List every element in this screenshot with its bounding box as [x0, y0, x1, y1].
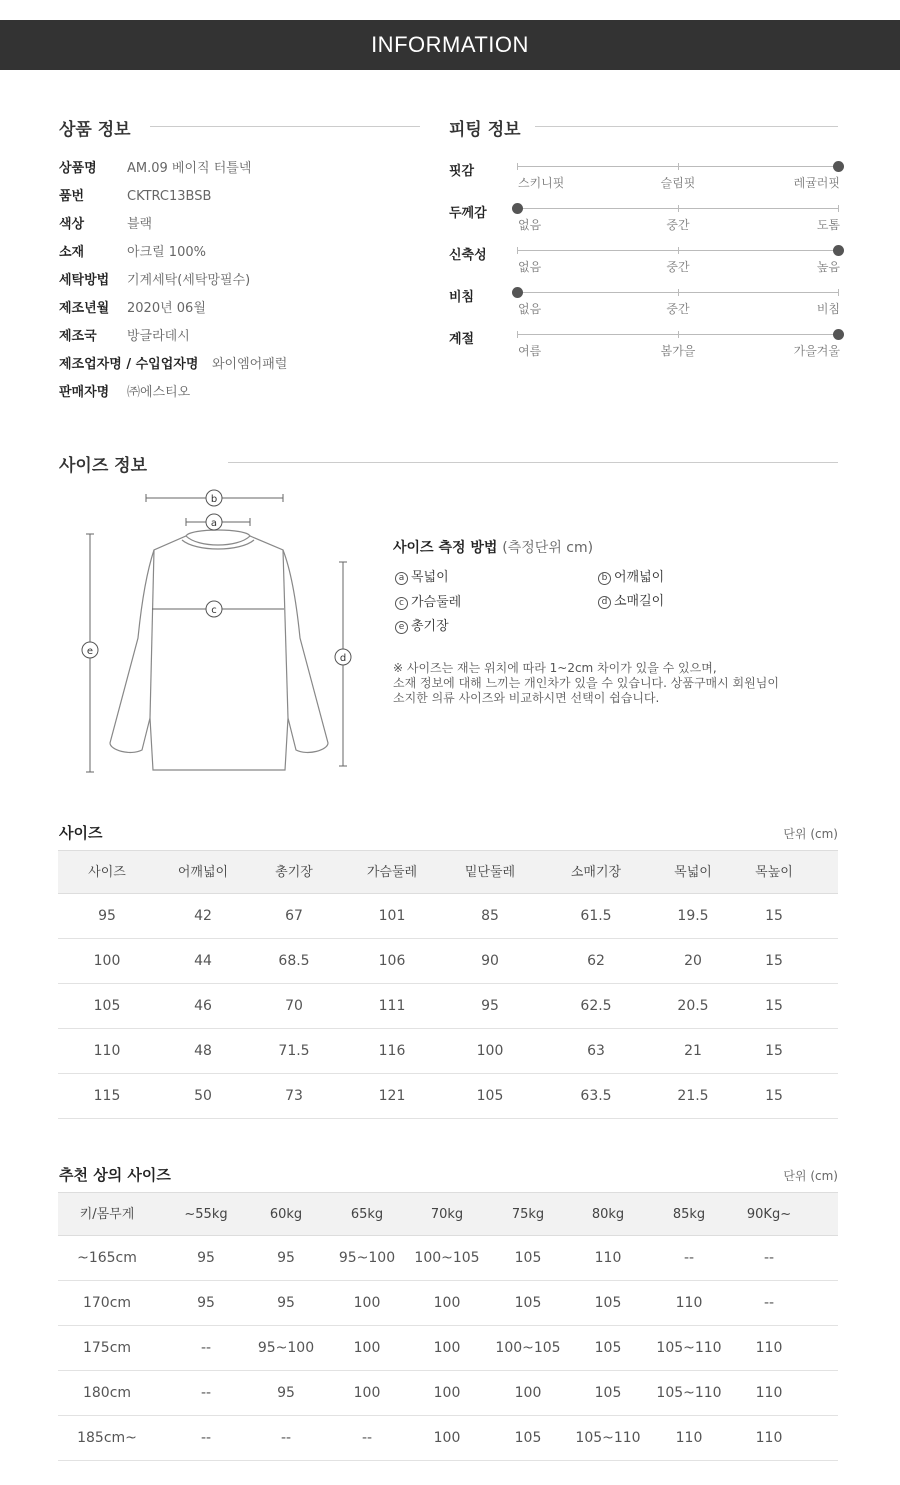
table-cell: 95~100 — [257, 1340, 315, 1356]
table-cell: 95~100 — [338, 1250, 396, 1266]
table-cell: 15 — [765, 1088, 783, 1104]
product-info-value: 아크릴 100% — [127, 245, 206, 260]
method-item-shoulder — [598, 566, 664, 585]
table-cell: 170cm — [82, 1295, 132, 1311]
fitting-option: 도톰 — [816, 218, 840, 232]
measure-method-unit: (측정단위 cm) — [502, 540, 594, 556]
table-cell: 95 — [481, 998, 499, 1014]
table-cell: 105~110 — [656, 1385, 722, 1401]
recommend_table-header-cell: 키/몸무게 — [79, 1207, 135, 1222]
product-info-value: 방글라데시 — [127, 329, 190, 344]
scale-tick — [517, 163, 518, 170]
table-cell: 100~105 — [414, 1250, 480, 1266]
table-cell: 100 — [353, 1340, 381, 1356]
fitting-option: 중간 — [666, 218, 690, 232]
size_table-header-cell: 가슴둘레 — [366, 865, 418, 880]
method-item-label: 소매길이 — [614, 594, 665, 609]
fitting-info-title: 피팅 정보 — [449, 120, 521, 140]
fitting-option: 중간 — [666, 302, 690, 316]
recommend_table-header-cell: 65kg — [350, 1207, 384, 1222]
selected-level-dot — [512, 287, 523, 298]
fitting-row-5 — [449, 328, 844, 362]
scale-tick — [678, 289, 679, 296]
table-cell: 100 — [476, 1043, 504, 1059]
size_table-header-cell: 목높이 — [755, 865, 793, 880]
product-info-label: 판매자명 — [59, 385, 110, 400]
fitting-option: 없음 — [518, 218, 542, 232]
table-cell: 67 — [285, 908, 303, 924]
table-cell: 105 — [594, 1385, 622, 1401]
table-cell: 15 — [765, 998, 783, 1014]
table-cell: -- — [280, 1430, 292, 1446]
size_table-header-cell: 소매기장 — [570, 865, 622, 880]
fitting-option: 중간 — [666, 260, 690, 274]
table-cell: 95 — [277, 1250, 295, 1266]
information-banner: INFORMATION — [0, 20, 900, 70]
method-item-neck — [395, 566, 449, 585]
table-cell: 101 — [378, 908, 406, 924]
fitting-row-3 — [449, 244, 844, 278]
table-cell: 70 — [285, 998, 303, 1014]
table-cell: 185cm~ — [77, 1430, 137, 1446]
table-cell: -- — [361, 1430, 373, 1446]
fitting-label: 비침 — [449, 290, 475, 305]
scale-tick — [517, 247, 518, 254]
table-cell: 105~110 — [575, 1430, 641, 1446]
fitting-scale — [517, 334, 838, 335]
fitting-row-2 — [449, 202, 844, 236]
table-cell: 110 — [93, 1043, 121, 1059]
note-line: ※ 사이즈는 재는 위치에 따라 1~2cm 차이가 있을 수 있으며, — [393, 661, 717, 675]
product-info-label: 색상 — [59, 217, 85, 232]
table-cell: 21 — [684, 1043, 702, 1059]
table-cell: 20.5 — [677, 998, 709, 1014]
table-cell: 73 — [285, 1088, 303, 1104]
size_table-header-cell: 총기장 — [275, 865, 313, 880]
table-cell: 105 — [93, 998, 121, 1014]
recommend_table-header-cell: 85kg — [672, 1207, 706, 1222]
fitting-scale — [517, 166, 838, 167]
table-cell: 42 — [194, 908, 212, 924]
size-table-unit: 단위 (cm) — [783, 827, 838, 841]
table-cell: 100 — [433, 1430, 461, 1446]
method-item-chest — [395, 591, 461, 610]
product-info-label: 제조국 — [59, 329, 97, 344]
product-info-value: 2020년 06월 — [127, 301, 206, 316]
selected-level-dot — [833, 245, 844, 256]
table-cell: 105 — [476, 1088, 504, 1104]
note-line: 소지한 의류 사이즈와 비교하시면 선택이 쉽습니다. — [393, 691, 660, 705]
method-item-sleeve — [598, 590, 664, 609]
product-info-row — [59, 214, 153, 236]
table-cell: 15 — [765, 1043, 783, 1059]
table-cell: 105 — [514, 1250, 542, 1266]
table-cell: 105 — [594, 1340, 622, 1356]
fitting-option: 없음 — [518, 302, 542, 316]
table-cell: 110 — [594, 1250, 622, 1266]
scale-tick — [678, 331, 679, 338]
table-cell: 111 — [378, 998, 406, 1014]
table-cell: 15 — [765, 953, 783, 969]
fitting-option: 없음 — [518, 260, 542, 274]
mark-e-icon: e — [395, 621, 408, 634]
product-info-value: 와이엠어패럴 — [212, 357, 288, 372]
fitting-label: 신축성 — [449, 248, 487, 263]
fitting-option: 스키니핏 — [518, 176, 565, 190]
fitting-option: 레귤러핏 — [793, 176, 840, 190]
table-cell: -- — [200, 1385, 212, 1401]
product-info-row — [59, 298, 206, 320]
product-info-value: 기계세탁(세탁망필수) — [127, 273, 251, 288]
recommend_table-header-cell: 80kg — [591, 1207, 625, 1222]
table-cell: 95 — [277, 1385, 295, 1401]
recommend_table-header-cell: 60kg — [269, 1207, 303, 1222]
fitting-scale — [517, 250, 838, 251]
product-info-row — [59, 326, 190, 348]
note-line: 소재 정보에 대해 느끼는 개인차가 있을 수 있습니다. 상품구매시 회원님이 — [393, 676, 779, 690]
fitting-label: 계절 — [449, 332, 475, 347]
table-row — [58, 1371, 838, 1416]
table-cell: 100 — [353, 1295, 381, 1311]
scale-tick — [517, 331, 518, 338]
table-cell: -- — [763, 1295, 775, 1311]
product-info-label: 품번 — [59, 189, 85, 204]
table-cell: 100 — [433, 1385, 461, 1401]
fitting-info-divider — [535, 126, 838, 127]
mark-b-icon: b — [598, 572, 611, 585]
fitting-option: 가을겨울 — [793, 344, 840, 358]
scale-tick — [838, 289, 839, 296]
product-info-value: AM.09 베이직 터틀넥 — [127, 161, 252, 176]
measure-method-title — [393, 537, 593, 557]
svg-text:a: a — [210, 518, 218, 529]
marker-c — [206, 601, 222, 617]
table-cell: 61.5 — [580, 908, 612, 924]
table-cell: 175cm — [82, 1340, 132, 1356]
product-info-value: CKTRC13BSB — [127, 189, 212, 204]
fitting-row-1 — [449, 160, 844, 194]
size-table-title: 사이즈 — [59, 824, 103, 842]
table-cell: 110 — [675, 1430, 703, 1446]
svg-text:d: d — [339, 653, 347, 664]
table-cell: 85 — [481, 908, 499, 924]
fitting-option: 높음 — [816, 260, 840, 274]
table-cell: 46 — [194, 998, 212, 1014]
fitting-option: 봄가을 — [660, 344, 696, 358]
table-cell: 95 — [197, 1295, 215, 1311]
table-cell: 95 — [277, 1295, 295, 1311]
size_table-header-cell: 목넓이 — [674, 865, 712, 880]
method-item-label: 목넓이 — [411, 570, 449, 585]
fitting-row-4 — [449, 286, 844, 320]
table-cell: 115 — [93, 1088, 121, 1104]
table-cell: 105 — [514, 1295, 542, 1311]
product-info-divider — [150, 126, 420, 127]
marker-b — [206, 490, 222, 506]
table-row — [58, 1326, 838, 1371]
product-info-label: 소재 — [59, 245, 85, 260]
size_table-header-cell: 사이즈 — [88, 865, 126, 880]
product-info-row — [59, 158, 252, 180]
table-cell: 106 — [378, 953, 406, 969]
product-info-row — [59, 354, 288, 376]
table-cell: 95 — [197, 1250, 215, 1266]
table-row — [58, 1074, 838, 1119]
fitting-option: 비침 — [816, 302, 840, 316]
table-cell: -- — [200, 1430, 212, 1446]
table-cell: 121 — [378, 1088, 406, 1104]
scale-tick — [678, 247, 679, 254]
product-info-value: 블랙 — [127, 217, 153, 232]
table-row — [58, 1029, 838, 1074]
product-info-row — [59, 186, 212, 208]
table-cell: 100 — [353, 1385, 381, 1401]
table-cell: 20 — [684, 953, 702, 969]
mark-d-icon: d — [598, 596, 611, 609]
svg-text:c: c — [211, 605, 217, 616]
table-cell: 68.5 — [278, 953, 310, 969]
marker-d — [335, 649, 351, 665]
table-cell: -- — [683, 1250, 695, 1266]
product-info-title: 상품 정보 — [59, 120, 131, 140]
selected-level-dot — [512, 203, 523, 214]
table-cell: 63 — [587, 1043, 605, 1059]
table-cell: 95 — [98, 908, 116, 924]
mark-a-icon: a — [395, 572, 408, 585]
product-info-label: 제조년월 — [59, 301, 110, 316]
selected-level-dot — [833, 161, 844, 172]
table-cell: 105 — [514, 1430, 542, 1446]
product-info-row — [59, 242, 206, 264]
table-cell: -- — [200, 1340, 212, 1356]
table-cell: 105 — [594, 1295, 622, 1311]
table-cell: 180cm — [82, 1385, 132, 1401]
fitting-scale — [517, 208, 838, 209]
fitting-option: 여름 — [518, 344, 542, 358]
table-cell: 62.5 — [580, 998, 612, 1014]
method-item-length — [395, 615, 449, 634]
product-info-value: ㈜에스티오 — [127, 385, 191, 400]
table-cell: 100 — [433, 1295, 461, 1311]
recommend-table-unit: 단위 (cm) — [783, 1169, 838, 1183]
method-item-label: 총기장 — [411, 619, 449, 634]
measure-note — [393, 661, 779, 706]
table-row — [58, 1281, 838, 1326]
table-row — [58, 939, 838, 984]
marker-a — [206, 514, 222, 530]
measure-method-label: 사이즈 측정 방법 — [393, 540, 498, 556]
fitting-option: 슬림핏 — [660, 176, 696, 190]
method-item-label: 어깨넓이 — [614, 570, 665, 585]
size_table-header-row — [58, 850, 838, 894]
fitting-label: 핏감 — [449, 164, 475, 179]
table-cell: 110 — [675, 1295, 703, 1311]
size_table-header-cell: 밑단둘레 — [464, 865, 516, 880]
recommend_table-header-cell: 75kg — [511, 1207, 545, 1222]
table-cell: 100 — [514, 1385, 542, 1401]
product-info-label: 세탁방법 — [59, 273, 110, 288]
recommend-table-title: 추천 상의 사이즈 — [59, 1166, 171, 1184]
table-cell: 15 — [765, 908, 783, 924]
size_table-header-cell: 어깨넓이 — [177, 865, 229, 880]
product-info-label: 상품명 — [59, 161, 97, 176]
recommend_table-header-row — [58, 1192, 838, 1236]
svg-text:b: b — [210, 494, 218, 505]
product-info-row — [59, 270, 251, 292]
table-cell: ~165cm — [77, 1250, 137, 1266]
product-info-row — [59, 382, 191, 404]
selected-level-dot — [833, 329, 844, 340]
table-cell: 71.5 — [278, 1043, 310, 1059]
table-cell: 90 — [481, 953, 499, 969]
table-cell: 21.5 — [677, 1088, 709, 1104]
table-cell: 62 — [587, 953, 605, 969]
recommend_table-header-cell: ~55kg — [184, 1207, 228, 1222]
table-row — [58, 1416, 838, 1461]
table-cell: 116 — [378, 1043, 406, 1059]
svg-text:e: e — [86, 646, 94, 657]
table-cell: 100~105 — [495, 1340, 561, 1356]
table-row — [58, 984, 838, 1029]
method-item-label: 가슴둘레 — [411, 595, 462, 610]
table-cell: 110 — [755, 1385, 783, 1401]
scale-tick — [838, 205, 839, 212]
fitting-scale — [517, 292, 838, 293]
sweater-diagram — [78, 488, 368, 778]
table-cell: 19.5 — [677, 908, 709, 924]
recommend_table-header-cell: 90Kg~ — [746, 1207, 792, 1222]
table-row — [58, 1236, 838, 1281]
scale-tick — [678, 205, 679, 212]
table-cell: 48 — [194, 1043, 212, 1059]
table-cell: 110 — [755, 1340, 783, 1356]
table-cell: 50 — [194, 1088, 212, 1104]
size-info-title: 사이즈 정보 — [59, 456, 148, 476]
table-cell: 110 — [755, 1430, 783, 1446]
fitting-label: 두께감 — [449, 206, 487, 221]
table-cell: -- — [763, 1250, 775, 1266]
recommend_table-header-cell: 70kg — [430, 1207, 464, 1222]
table-cell: 44 — [194, 953, 212, 969]
product-info-label: 제조업자명 / 수입업자명 — [59, 357, 199, 372]
scale-tick — [678, 163, 679, 170]
table-cell: 100 — [433, 1340, 461, 1356]
table-row — [58, 894, 838, 939]
marker-e — [82, 642, 98, 658]
size-info-divider — [228, 462, 838, 463]
mark-c-icon: c — [395, 597, 408, 610]
table-cell: 105~110 — [656, 1340, 722, 1356]
table-cell: 63.5 — [580, 1088, 612, 1104]
table-cell: 100 — [93, 953, 121, 969]
